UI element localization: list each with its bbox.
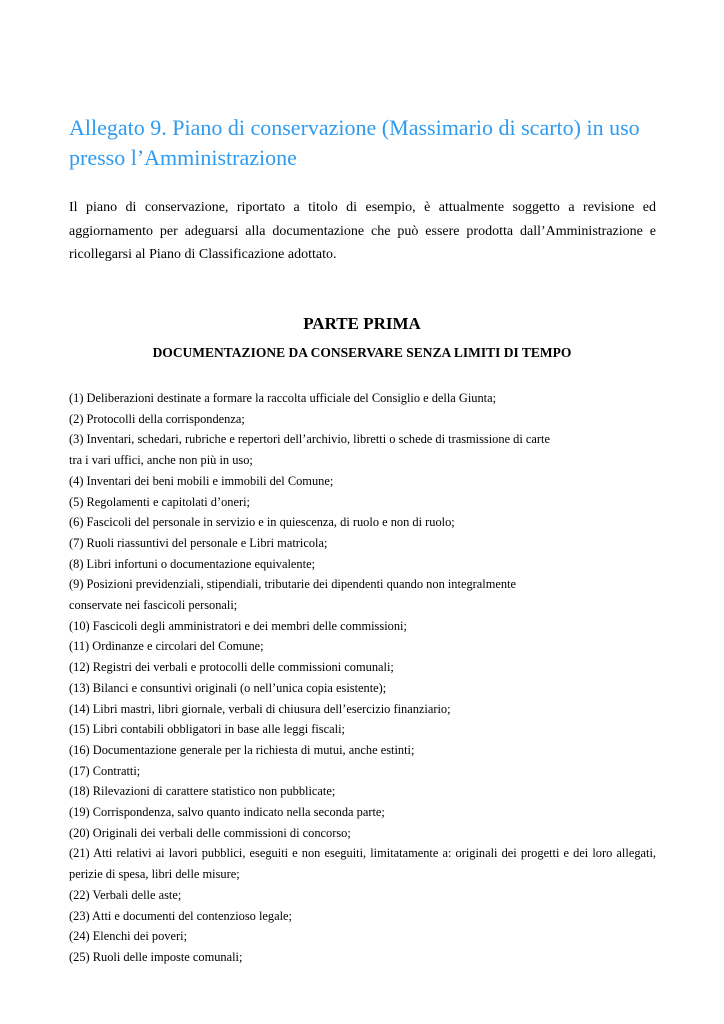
list-item: (7) Ruoli riassuntivi del personale e Libri matricola; xyxy=(69,535,328,550)
list-item: (25) Ruoli delle imposte comunali; xyxy=(69,949,243,964)
list-item: (10) Fascicoli degli amministratori e dei membri delle commissioni; xyxy=(69,618,407,633)
list-item: (21) Atti relativi ai lavori pubblici, eseguiti e non eseguiti, limitatamente a: originali dei progetti e dei loro allegati, perizie di spesa, libri delle misure; xyxy=(69,846,656,882)
intro-paragraph: Il piano di conservazione, riportato a titolo di esempio, è attualmente soggetto a revisione ed aggiornamento per adeguarsi alla documentazione che può essere prodotta dall’Amministrazione e ricollegarsi al Piano di Classificazione adottato. xyxy=(69,200,656,262)
list-item: (23) Atti e documenti del contenzioso legale; xyxy=(69,908,292,923)
attachment-heading: Allegato 9. Piano di conservazione (Massimario di scarto) in uso presso l’Amministrazione xyxy=(69,115,640,170)
conservation-list xyxy=(69,388,656,968)
list-item: (18) Rilevazioni di carattere statistico non pubblicate; xyxy=(69,784,336,799)
part-subtitle: DOCUMENTAZIONE DA CONSERVARE SENZA LIMITI DI TEMPO xyxy=(152,345,572,360)
list-item: (19) Corrispondenza, salvo quanto indicato nella seconda parte; xyxy=(69,805,385,820)
part-title: PARTE PRIMA xyxy=(303,314,421,333)
list-item: (15) Libri contabili obbligatori in base alle leggi fiscali; xyxy=(69,722,345,737)
list-item: (20) Originali dei verbali delle commissioni di concorso; xyxy=(69,825,351,840)
list-item: (1) Deliberazioni destinate a formare la raccolta ufficiale del Consiglio e della Giunta; xyxy=(69,391,497,405)
list-item: (4) Inventari dei beni mobili e immobili del Comune; xyxy=(69,473,334,488)
list-item: (3) Inventari, schedari, rubriche e repertori dell’archivio, libretti o schede di trasmissione di carte tra i vari uffici, anche non più in uso; xyxy=(69,432,550,468)
list-item: (14) Libri mastri, libri giornale, verbali di chiusura dell’esercizio finanziario; xyxy=(69,701,451,716)
list-item: (13) Bilanci e consuntivi originali (o nell’unica copia esistente); xyxy=(69,680,387,695)
list-item: (8) Libri infortuni o documentazione equivalente; xyxy=(69,556,316,571)
list-item: (17) Contratti; xyxy=(69,763,141,778)
list-item: (9) Posizioni previdenziali, stipendiali, tributarie dei dipendenti quando non integralmente conservate nei fascicoli personali; xyxy=(69,577,516,613)
list-item: (22) Verbali delle aste; xyxy=(69,887,182,902)
list-item: (16) Documentazione generale per la richiesta di mutui, anche estinti; xyxy=(69,742,415,757)
list-item: (11) Ordinanze e circolari del Comune; xyxy=(69,639,264,654)
list-item: (5) Regolamenti e capitolati d’oneri; xyxy=(69,494,250,509)
list-item: (2) Protocolli della corrispondenza; xyxy=(69,411,245,426)
list-item: (24) Elenchi dei poveri; xyxy=(69,929,188,944)
list-item: (12) Registri dei verbali e protocolli delle commissioni comunali; xyxy=(69,660,394,675)
list-item: (6) Fascicoli del personale in servizio e in quiescenza, di ruolo e non di ruolo; xyxy=(69,515,455,530)
